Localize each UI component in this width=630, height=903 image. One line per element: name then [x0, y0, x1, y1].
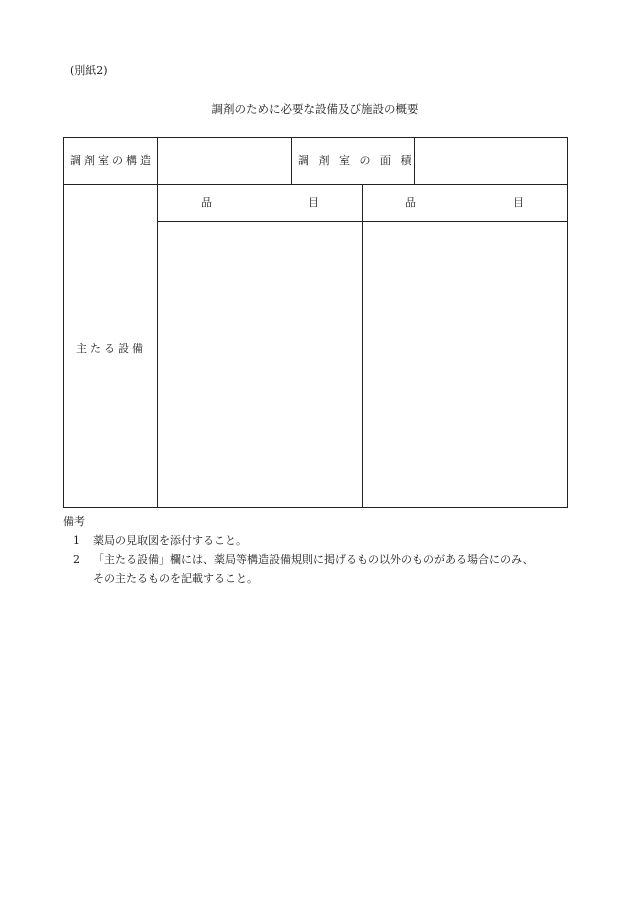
note-item: [63, 550, 534, 569]
items-entry-left[interactable]: [158, 222, 362, 507]
item-header-2-right: 目: [513, 196, 524, 209]
note-item: [63, 531, 534, 550]
attachment-label: (別紙2): [70, 64, 108, 77]
main-equipment-label: 主たる設備: [76, 342, 146, 355]
items-entry-right[interactable]: [363, 222, 567, 507]
room-structure-label: 調剤室の構造: [70, 154, 154, 167]
col-divider-structure: [291, 138, 292, 184]
notes-section: [63, 512, 534, 588]
note-number: 2: [73, 553, 80, 566]
row-divider-top: [64, 184, 567, 185]
document-title: 調剤のために必要な設備及び施設の概要: [211, 102, 419, 116]
note-number: 1: [73, 534, 80, 547]
room-area-label: 調 剤 室 の 面 積: [298, 154, 415, 167]
equipment-table: [63, 137, 568, 508]
item-header-1-right: 目: [308, 196, 319, 209]
note-text: 薬局の見取図を添付すること。: [93, 534, 247, 547]
item-header-1-left: 品: [201, 196, 212, 209]
notes-heading: 備考: [63, 515, 85, 528]
note-text: 「主たる設備」欄には、薬局等構造設備規則に掲げるもの以外のものがある場合にのみ、: [93, 553, 534, 566]
item-header-2-left: 品: [405, 196, 416, 209]
note-continuation: その主たるものを記載すること。: [93, 572, 258, 585]
